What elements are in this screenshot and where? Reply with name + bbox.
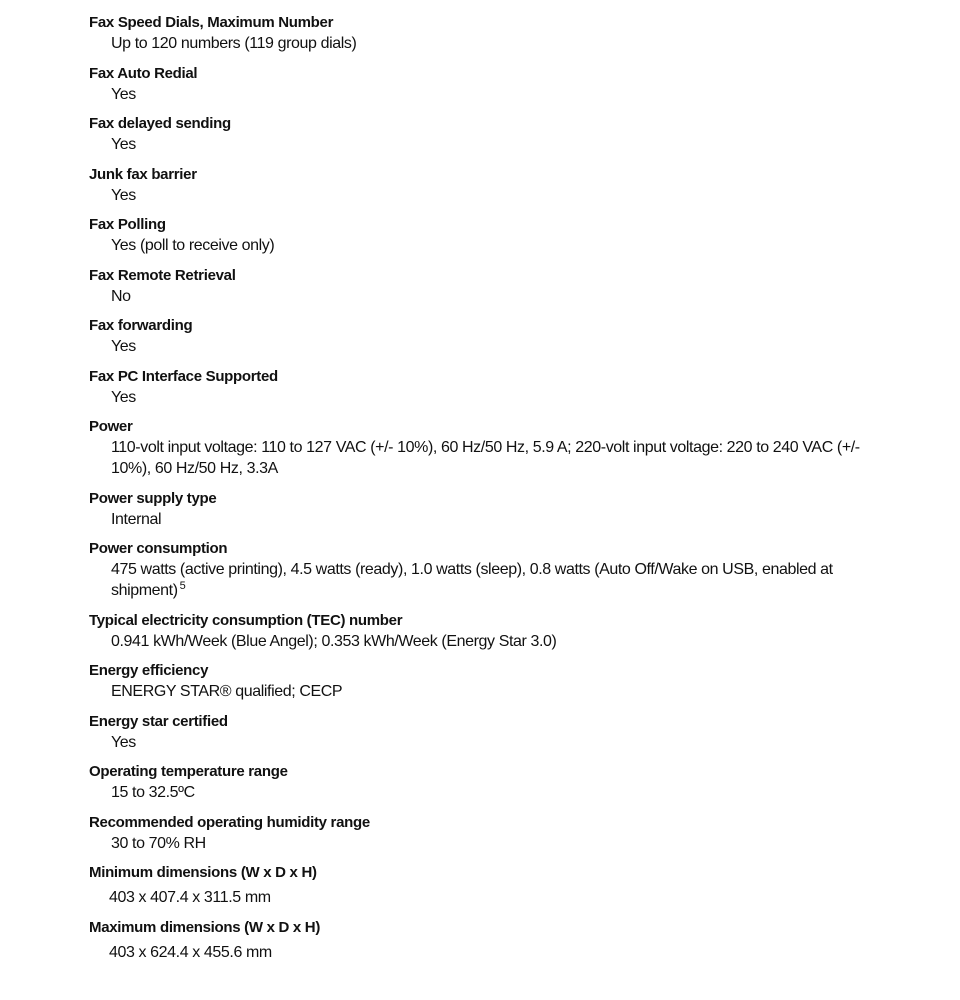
spec-value: 30 to 70% RH <box>111 834 206 852</box>
spec-fax-speed-dials <box>89 13 879 54</box>
spec-value: 403 x 407.4 x 311.5 mm <box>109 889 271 906</box>
spec-fax-pc-interface <box>89 367 879 408</box>
spec-label: Typical electricity consumption (TEC) number <box>89 611 403 629</box>
spec-label: Power supply type <box>89 489 217 507</box>
spec-label: Fax forwarding <box>89 317 193 334</box>
spec-label: Power <box>89 418 133 435</box>
spec-value: Up to 120 numbers (119 group dials) <box>111 35 357 52</box>
spec-label: Maximum dimensions (W x D x H) <box>89 918 321 936</box>
spec-label: Operating temperature range <box>89 763 288 780</box>
spec-value: Yes (poll to receive only) <box>111 237 275 254</box>
spec-value-text: 475 watts (active printing), 4.5 watts (ready), 1.0 watts (sleep), 0.8 watts (Auto Off/Wake on USB, enabled at shipment) <box>111 561 833 599</box>
spec-label: Fax delayed sending <box>89 115 231 132</box>
spec-value <box>89 559 879 601</box>
spec-maximum-dimensions <box>89 918 879 963</box>
spec-label: Fax Auto Redial <box>89 64 198 82</box>
spec-fax-auto-redial <box>89 64 879 105</box>
spec-value: No <box>111 287 131 305</box>
spec-label: Fax Speed Dials, Maximum Number <box>89 14 334 31</box>
spec-tec-number <box>89 611 879 652</box>
spec-label: Minimum dimensions (W x D x H) <box>89 864 317 881</box>
spec-operating-humidity <box>89 813 879 854</box>
spec-list <box>89 13 879 972</box>
spec-fax-polling <box>89 215 879 256</box>
spec-power-consumption <box>89 539 879 601</box>
spec-label: Fax Polling <box>89 216 166 233</box>
spec-label: Energy star certified <box>89 712 228 730</box>
spec-operating-temperature <box>89 762 879 803</box>
spec-label: Junk fax barrier <box>89 165 197 183</box>
spec-label: Recommended operating humidity range <box>89 813 370 831</box>
spec-label: Fax PC Interface Supported <box>89 367 278 385</box>
spec-energy-star-certified <box>89 712 879 753</box>
spec-fax-delayed-sending <box>89 114 879 155</box>
spec-label: Energy efficiency <box>89 662 209 679</box>
spec-fax-forwarding <box>89 316 879 357</box>
spec-label: Power consumption <box>89 540 228 557</box>
footnote-marker: 5 <box>179 579 186 592</box>
spec-value: Yes <box>111 136 136 153</box>
spec-value: Yes <box>111 186 136 204</box>
spec-fax-remote-retrieval <box>89 266 879 307</box>
spec-value: Yes <box>111 388 136 406</box>
spec-value: Yes <box>111 85 136 103</box>
spec-value: 0.941 kWh/Week (Blue Angel); 0.353 kWh/Week (Energy Star 3.0) <box>111 632 557 650</box>
spec-value: Internal <box>111 510 162 528</box>
spec-value: Yes <box>111 338 136 355</box>
spec-value: 403 x 624.4 x 455.6 mm <box>109 943 272 961</box>
spec-label: Fax Remote Retrieval <box>89 266 236 284</box>
spec-value: ENERGY STAR® qualified; CECP <box>111 683 343 700</box>
spec-value: Yes <box>111 733 136 751</box>
spec-power-supply-type <box>89 489 879 530</box>
spec-power <box>89 417 879 479</box>
spec-value: 110-volt input voltage: 110 to 127 VAC (+/- 10%), 60 Hz/50 Hz, 5.9 A; 220-volt input voltage: 220 to 240 VAC (+/- 10%), 60 Hz/50 Hz, 3.3A <box>111 439 860 477</box>
spec-energy-efficiency <box>89 661 879 702</box>
spec-junk-fax-barrier <box>89 165 879 206</box>
spec-value: 15 to 32.5ºC <box>111 784 195 801</box>
spec-minimum-dimensions <box>89 863 879 908</box>
